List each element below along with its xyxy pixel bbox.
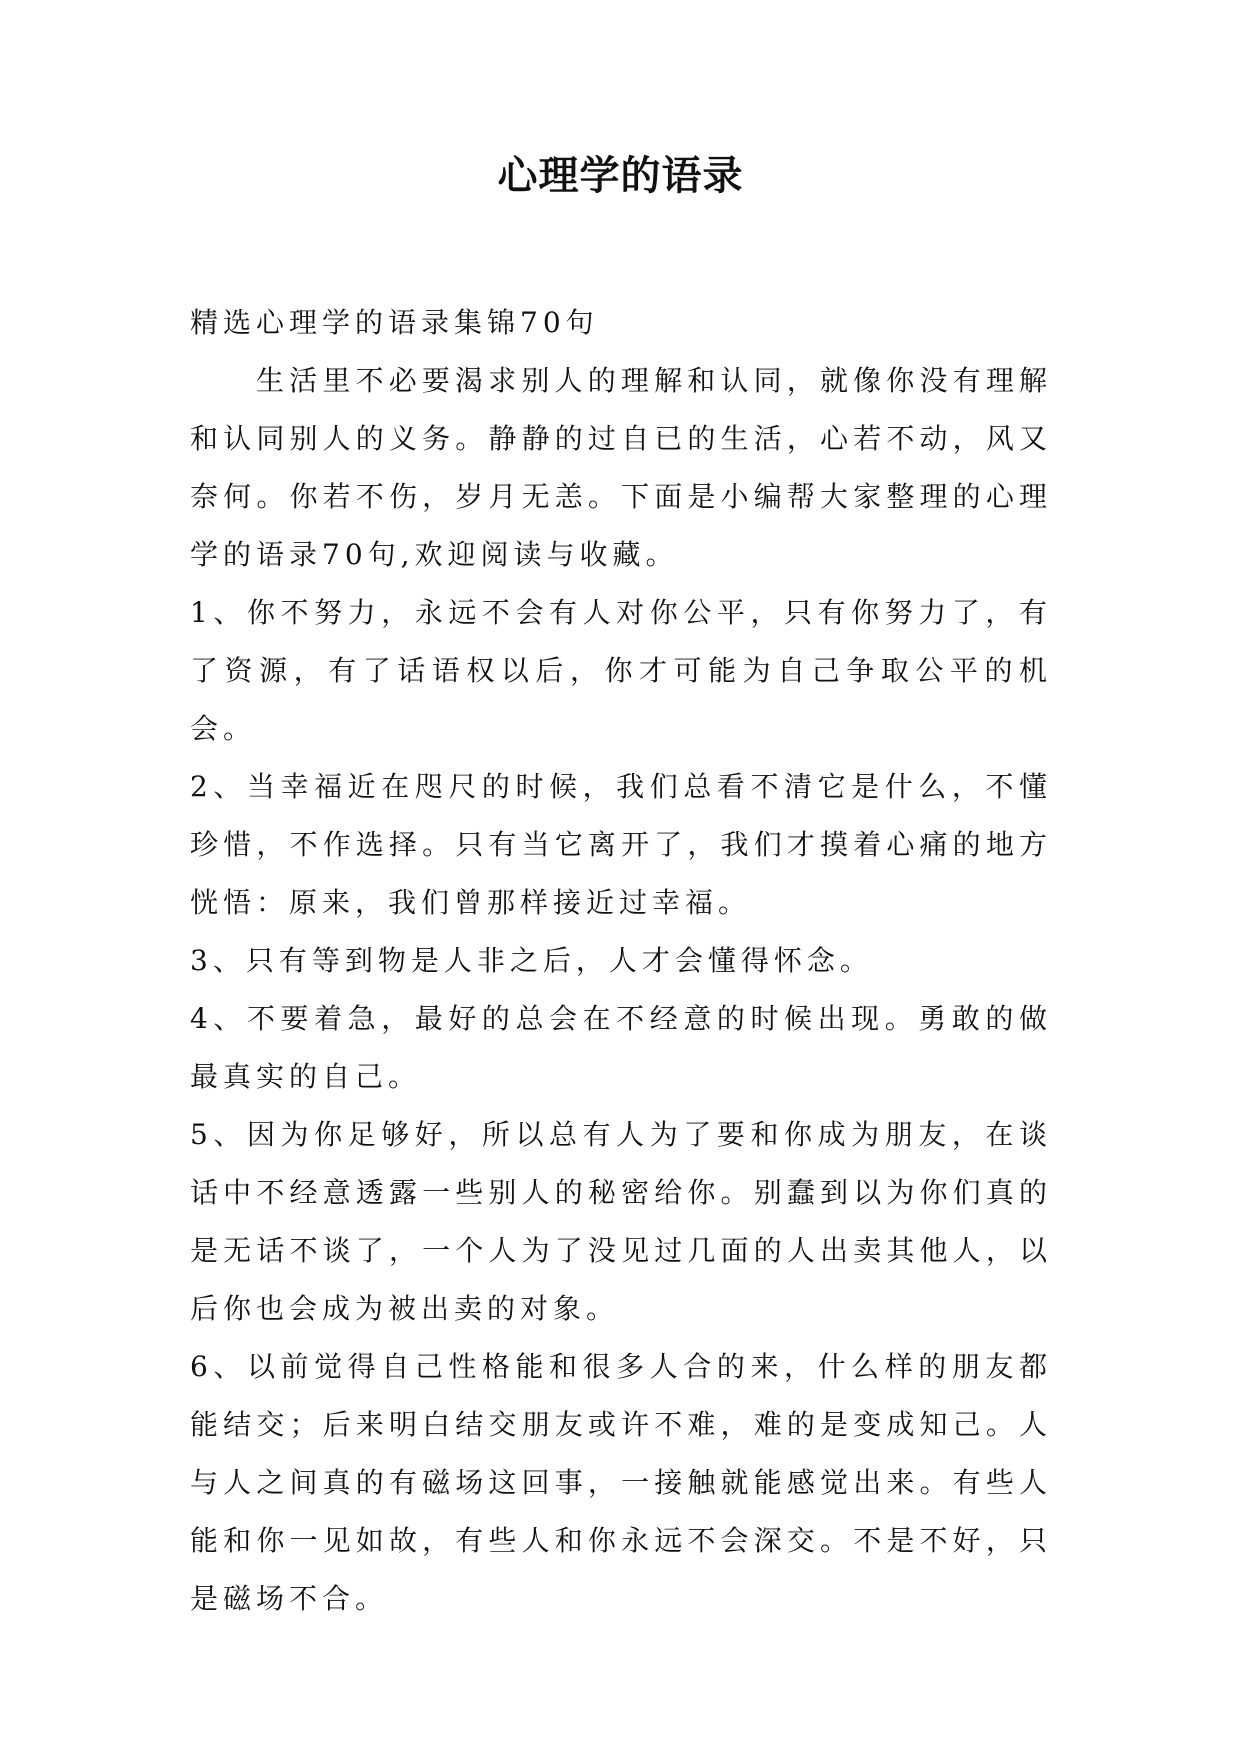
intro-paragraph: 生活里不必要渴求别人的理解和认同，就像你没有理解和认同别人的义务。静静的过自已的生活，心若不动，风又奈何。你若不伤，岁月无恙。下面是小编帮大家整理的心理学的语录70句,欢迎阅读与收藏。 <box>190 364 1052 571</box>
document-title: 心理学的语录 <box>497 152 744 199</box>
quote-item-3: 3、只有等到物是人非之后，人才会懂得怀念。 <box>190 944 873 977</box>
document-body <box>190 294 1052 1628</box>
quote-item-1: 1、你不努力，永远不会有人对你公平，只有你努力了，有了资源，有了话语权以后，你才可能为自己争取公平的机会。 <box>190 596 1052 745</box>
quote-item-4: 4、不要着急，最好的总会在不经意的时候出现。勇敢的做最真实的自己。 <box>190 1002 1052 1093</box>
quote-item-6: 6、以前觉得自己性格能和很多人合的来，什么样的朋友都能结交；后来明白结交朋友或许不难，难的是变成知己。人与人之间真的有磁场这回事，一接触就能感觉出来。有些人能和你一见如故，有些人和你永远不会深交。不是不好，只是磁场不合。 <box>190 1350 1052 1615</box>
quote-item-5: 5、因为你足够好，所以总有人为了要和你成为朋友，在谈话中不经意透露一些别人的秘密给你。别蠢到以为你们真的是无话不谈了，一个人为了没见过几面的人出卖其他人，以后你也会成为被出卖的对象。 <box>190 1118 1052 1325</box>
document-subtitle: 精选心理学的语录集锦70句 <box>190 306 599 339</box>
quote-item-2: 2、当幸福近在咫尺的时候，我们总看不清它是什么，不懂珍惜，不作选择。只有当它离开了，我们才摸着心痛的地方恍悟：原来，我们曾那样接近过幸福。 <box>190 770 1052 919</box>
